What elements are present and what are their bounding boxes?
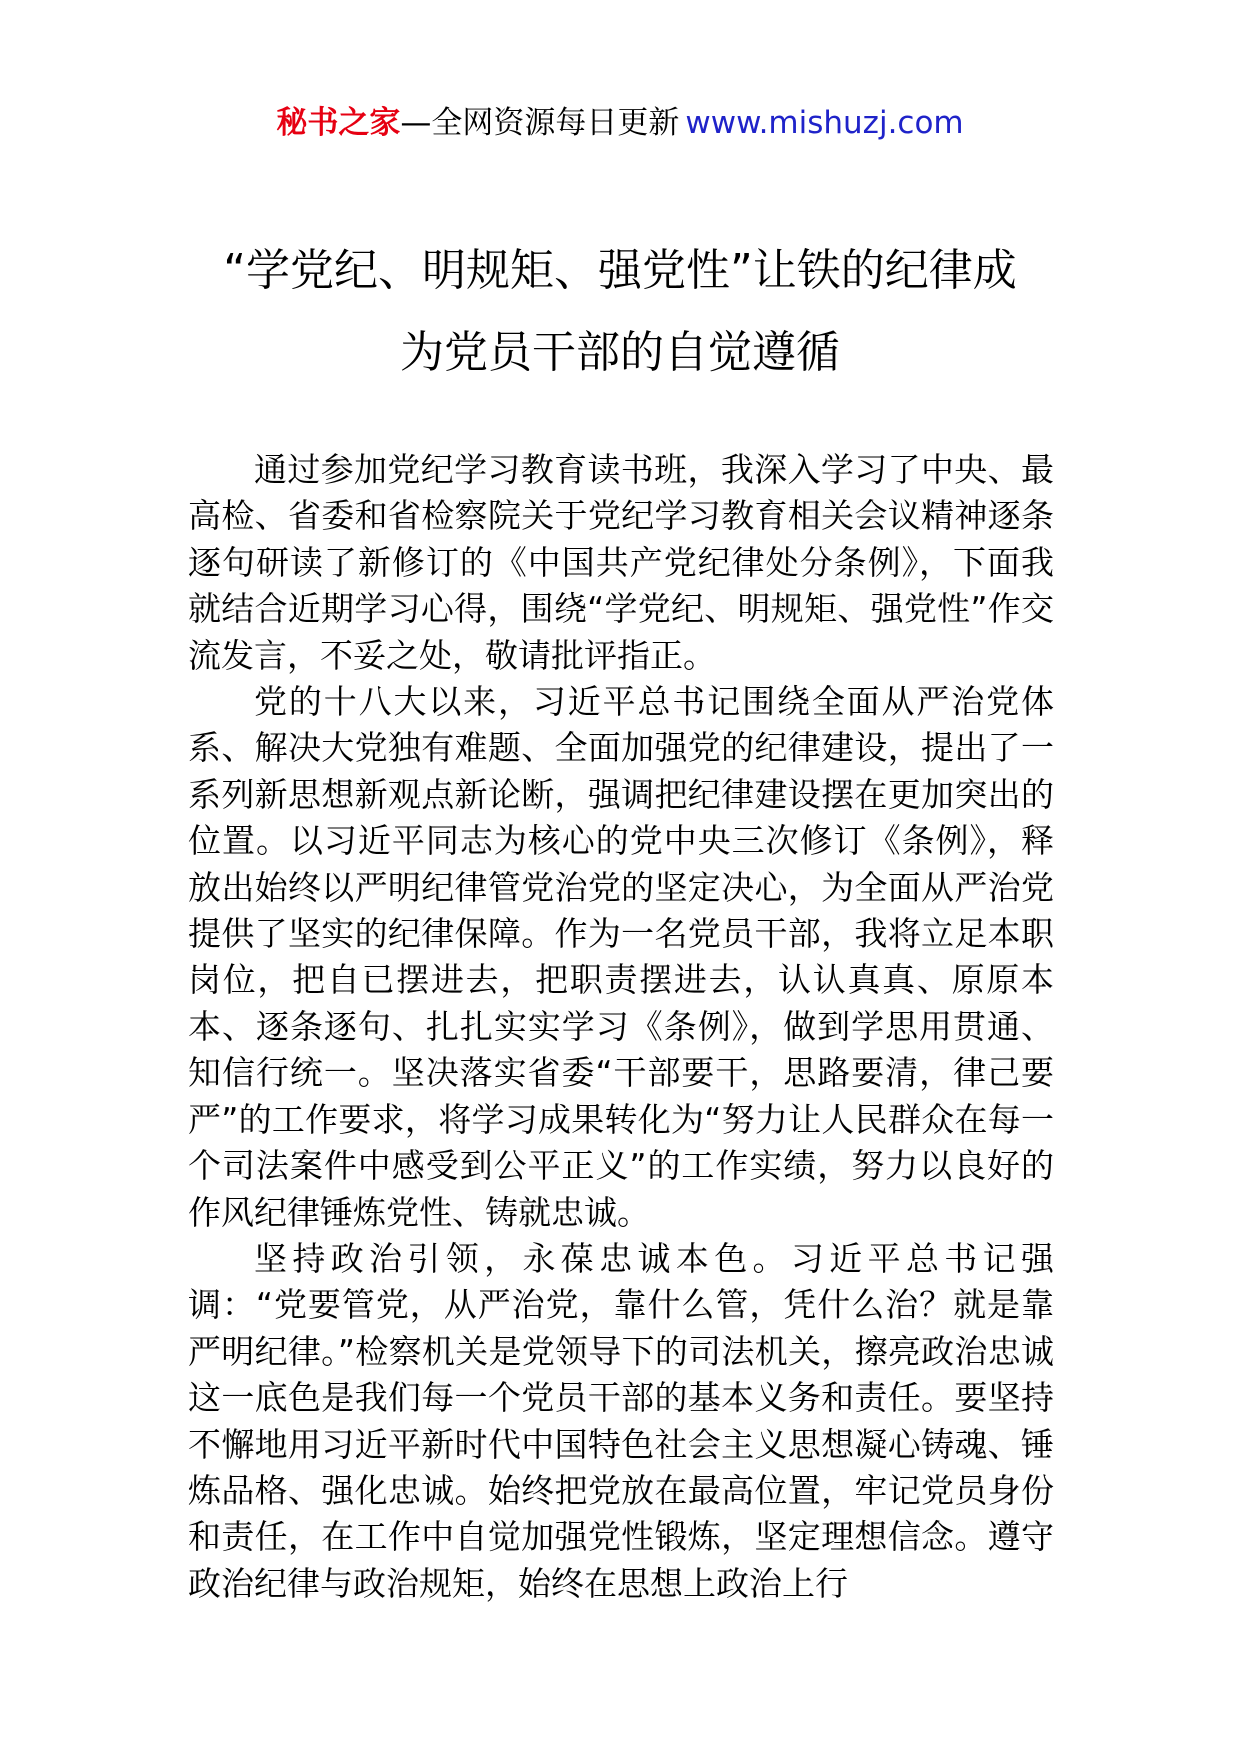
- document-title-line-1: “学党纪、明规矩、强党性”让铁的纪律成: [223, 245, 1017, 296]
- paragraph-political-guidance: 坚持政治引领，永葆忠诚本色。习近平总书记强调：“党要管党，从严治党，靠什么管，凭什么治？就是靠严明纪律。”检察机关是党领导下的司法机关，擦亮政治忠诚这一底色是我们每一个党员干部的基本义务和责任。要坚持不懈地用习近平新时代中国特色社会主义思想凝心铸魂、锤炼品格、强化忠诚。始终把党放在最高位置，牢记党员身份和责任，在工作中自觉加强党性锻炼，坚定理想信念。遵守政治纪律与政治规矩，始终在思想上政治上行: [188, 1238, 1054, 1603]
- document-title: [150, 230, 1090, 394]
- paragraph-background: 党的十八大以来，习近平总书记围绕全面从严治党体系、解决大党独有难题、全面加强党的纪律建设，提出了一系列新思想新观点新论断，强调把纪律建设摆在更加突出的位置。以习近平同志为核心的党中央三次修订《条例》，释放出始终以严明纪律管党治党的坚定决心，为全面从严治党提供了坚实的纪律保障。作为一名党员干部，我将立足本职岗位，把自已摆进去，把职责摆进去，认认真真、原原本本、逐条逐句、扎扎实实学习《条例》，做到学思用贯通、知信行统一。坚决落实省委“干部要干，思路要清，律己要严”的工作要求，将学习成果转化为“努力让人民群众在每一个司法案件中感受到公平正义”的工作实绩，努力以良好的作风纪律锤炼党性、铸就忠诚。: [188, 682, 1054, 1232]
- site-brand: 秘书之家: [276, 105, 401, 141]
- document-body: [188, 447, 1054, 1607]
- site-url-link[interactable]: www.mishuzj.com: [685, 105, 964, 141]
- site-header: [0, 98, 1240, 148]
- paragraph-intro: 通过参加党纪学习教育读书班，我深入学习了中央、最高检、省委和省检察院关于党纪学习教育相关会议精神逐条逐句研读了新修订的《中国共产党纪律处分条例》，下面我就结合近期学习心得，围绕“学党纪、明规矩、强党性”作交流发言，不妥之处，敬请批评指正。: [188, 450, 1054, 675]
- site-tagline: —全网资源每日更新: [400, 105, 680, 141]
- document-title-line-2: 为党员干部的自觉遵循: [400, 327, 840, 378]
